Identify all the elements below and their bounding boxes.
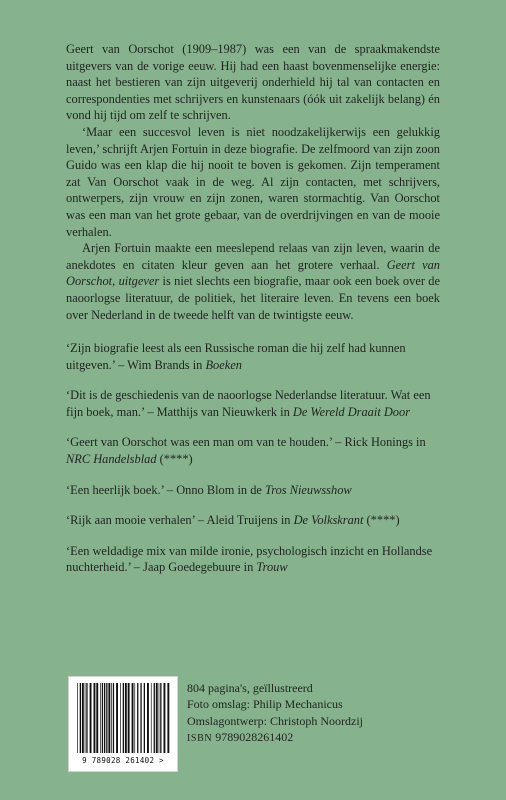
barcode bbox=[68, 676, 178, 772]
barcode-digits: 9 789028 261402 > bbox=[82, 756, 164, 765]
blurb-paragraph-1: Geert van Oorschot (1909–1987) was een van de spraakmakendste uitgevers van de vorige eeuw. Hij had een haast bovenmenselijke energie: naast het bestieren van zijn uitgeverij onderhield hij tal van contacten en correspondenties met schrijvers en kunstenaars (óók uit zakelijk belang) én vond hij tijd om zelf te schrijven. bbox=[66, 42, 440, 123]
review-quote: ‘Rijk aan mooie verhalen’ – Aleid Truijens in De Volkskrant (****) bbox=[66, 513, 400, 528]
review-source: Boeken bbox=[205, 357, 242, 372]
isbn-number: 9789028261402 bbox=[215, 730, 294, 745]
review-quote: ‘Een weldadige mix van milde ironie, psychologisch inzicht en Hollandse nuchterheid.’ – Jaap Goedegebuure in Trouw bbox=[66, 543, 433, 575]
cover-text bbox=[66, 41, 440, 576]
review-source: De Volkskrant bbox=[293, 513, 364, 528]
review-source: De Wereld Draait Door bbox=[292, 404, 411, 419]
review-source: NRC Handelsblad bbox=[66, 452, 157, 467]
review-quote: ‘Zijn biografie leest als een Russische roman die hij zelf had kunnen uitgeven.’ – Wim Brands in Boeken bbox=[66, 341, 406, 372]
blurb-paragraph-2: ‘Maar een succesvol leven is niet noodzakelijkerwijs een gelukkig leven,’ schrijft Arjen Fortuin in deze biografie. De zelfmoord van zijn zoon Guido was een klap die hij nooit te boven is gekomen. Zijn temperament zat Van Oorschot vaak in de weg. Al zijn contacten, met schrijvers, ontwerpers, zijn vrouw en zijn zonen, waren stormachtig. Van Oorschot was een man van het grote gebaar, van de overdrijvingen en van de mooie verhalen. bbox=[66, 124, 440, 239]
design-credit: Omslagontwerp: Christoph Noordzij bbox=[187, 713, 363, 728]
isbn-label: ISBN bbox=[187, 733, 213, 745]
barcode-bars bbox=[75, 683, 171, 753]
isbn bbox=[187, 729, 363, 747]
blurb-text: Arjen Fortuin maakte een meeslepend relaas van zijn leven, waarin de anekdotes en citaten kleur geven aan het grotere verhaal. bbox=[66, 241, 440, 272]
photo-credit: Foto omslag: Philip Mechanicus bbox=[187, 697, 343, 712]
blurb-text: is niet slechts een biografie, maar ook een boek over de naoorlogse literatuur, de politiek, het literaire leven. En tevens een boek over Nederland in de tweede helft van de twintigste eeuw. bbox=[66, 274, 440, 322]
review-source: Tros Nieuwsshow bbox=[265, 482, 352, 497]
review-quote: ‘Dit is de geschiedenis van de naoorlogse Nederlandse literatuur. Wat een fijn boek, man.’ – Matthijs van Nieuwkerk in De Wereld Draait Door bbox=[66, 388, 431, 419]
page-count: 804 pagina's, geïllustreerd bbox=[187, 681, 313, 695]
review-source: Trouw bbox=[256, 560, 288, 575]
blurb-paragraph-3 bbox=[66, 240, 440, 323]
review-quote: ‘Geert van Oorschot was een man om van te houden.’ – Rick Honings in NRC Handelsblad (****) bbox=[66, 435, 426, 467]
book-title: Geert van Oorschot, uitgever bbox=[66, 257, 440, 289]
book-info bbox=[187, 680, 363, 748]
review-quote: ‘Een heerlijk boek.’ – Onno Blom in de Tros Nieuwsshow bbox=[66, 482, 352, 497]
